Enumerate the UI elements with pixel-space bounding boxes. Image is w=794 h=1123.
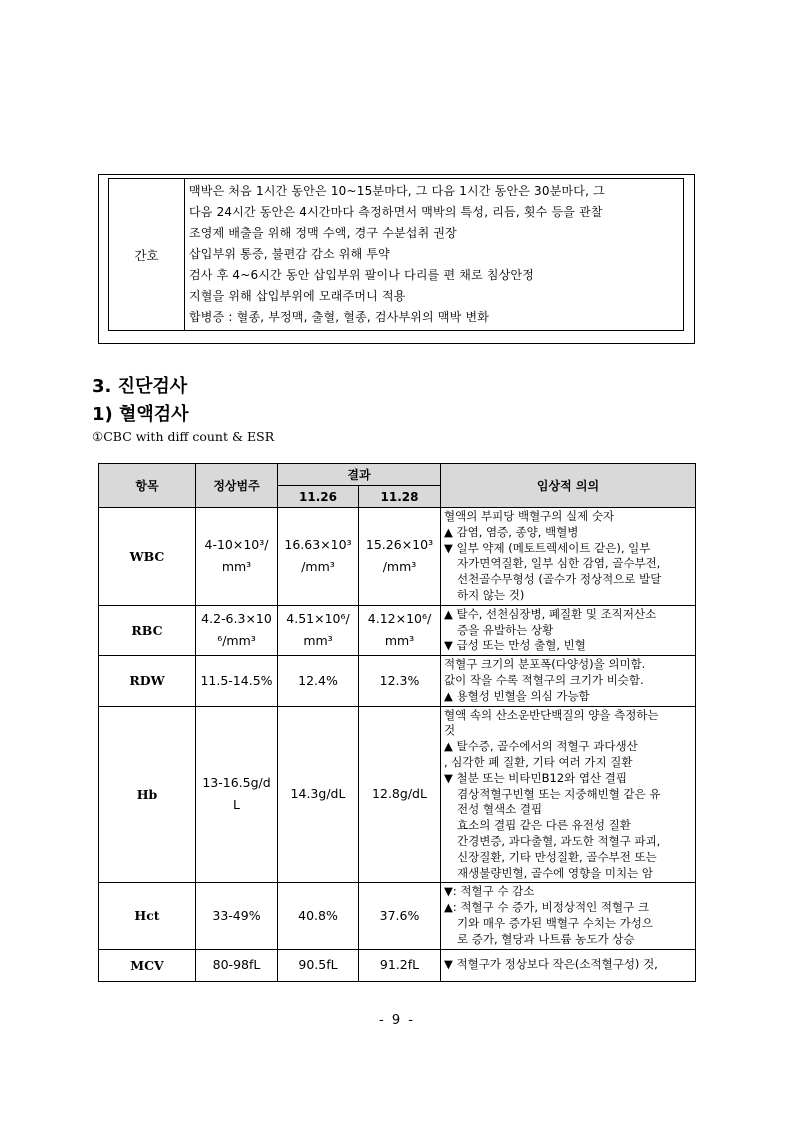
significance-line: ▲ 감염, 염증, 종양, 백혈병 — [444, 524, 579, 539]
header-significance: 임상적 의의 — [441, 464, 696, 508]
cell-significance — [441, 656, 696, 706]
cell-line: mm³ — [384, 633, 415, 649]
significance-line: ▲ 탈수, 선천심장병, 폐질환 및 조직저산소 — [444, 606, 657, 621]
cell-result-1 — [278, 706, 359, 883]
significance-line: ▼ 급성 또는 만성 출혈, 빈혈 — [444, 638, 586, 653]
cell-line: 4.51×10⁶/ — [286, 611, 350, 627]
cell-significance — [441, 883, 696, 949]
significance-line: 것 — [444, 723, 456, 738]
cell-item: WBC — [99, 508, 196, 606]
cell-line: 4.2-6.3×10 — [201, 611, 272, 627]
cell-line: 15.26×10³ — [365, 537, 434, 553]
cell-line: 13-16.5g/d — [202, 775, 271, 791]
cell-item: RDW — [99, 656, 196, 706]
cell-significance — [441, 605, 696, 655]
cell-normal-range — [196, 949, 278, 981]
cell-item: Hb — [99, 706, 196, 883]
cell-result-1 — [278, 508, 359, 606]
sub-item-title: ①CBC with diff count & ESR — [92, 429, 275, 444]
significance-line: 혈액의 부피당 백혈구의 실제 숫자 — [444, 509, 615, 523]
cell-result-2 — [359, 883, 441, 949]
significance-line: 전성 혈색소 결핍 — [457, 802, 543, 817]
cell-result-2 — [359, 706, 441, 883]
section-title: 3. 진단검사 — [92, 376, 188, 397]
cell-result-2 — [359, 949, 441, 981]
page-number: - 9 - — [379, 1013, 415, 1028]
significance-line: ▲: 적혈구 수 증가, 비정상적인 적혈구 크 — [444, 900, 649, 915]
cell-line: 16.63×10³ — [284, 537, 352, 553]
cell-line: 11.5-14.5% — [200, 672, 273, 688]
cell-item: MCV — [99, 949, 196, 981]
cell-result-1 — [278, 656, 359, 706]
significance-line: 겸상적혈구빈혈 또는 지중해빈혈 같은 유 — [457, 786, 661, 801]
subsection-title: 1) 혈액검사 — [92, 404, 189, 425]
nursing-line: 삽입부위 통증, 불편감 감소 위해 투약 — [189, 247, 390, 261]
significance-line: , 심각한 폐 질환, 기타 여러 가지 질환 — [444, 754, 633, 769]
significance-line: 신장질환, 기타 만성질환, 골수부전 또는 — [457, 849, 657, 864]
significance-line: 간경변증, 과다출혈, 과도한 적혈구 파괴, — [457, 833, 661, 848]
cell-normal-range — [196, 706, 278, 883]
header-result: 결과 — [278, 464, 441, 486]
significance-line: 로 증가, 혈당과 나트륨 농도가 상승 — [457, 931, 635, 946]
significance-line: 재생불량빈혈, 골수에 영향을 미치는 암 — [457, 865, 654, 880]
nursing-line: 합병증 : 혈종, 부정맥, 출혈, 혈종, 검사부위의 맥박 변화 — [189, 310, 490, 324]
cbc-table-body — [99, 508, 696, 982]
cell-result-2 — [359, 605, 441, 655]
table-row — [99, 656, 696, 706]
cell-line: 4-10×10³/ — [204, 537, 269, 553]
nursing-content — [185, 179, 684, 331]
cell-line: ⁶/mm³ — [217, 633, 256, 649]
significance-line: ▼ 철분 또는 비타민B12와 엽산 결핍 — [444, 770, 627, 785]
nursing-table — [108, 178, 684, 331]
cell-normal-range — [196, 508, 278, 606]
cell-line: 80-98fL — [212, 957, 261, 973]
cell-line: 91.2fL — [379, 957, 420, 973]
cell-significance — [441, 508, 696, 606]
nursing-line: 다음 24시간 동안은 4시간마다 측정하면서 맥박의 특성, 리듬, 횟수 등을 관찰 — [189, 205, 603, 219]
significance-line: ▼ 일부 약제 (메토트렉세이트 같은), 일부 — [444, 540, 651, 555]
cell-line: mm³ — [303, 633, 333, 649]
cell-item: Hct — [99, 883, 196, 949]
cbc-table — [98, 463, 696, 982]
cell-line: 4.12×10⁶/ — [367, 611, 432, 627]
cell-item: RBC — [99, 605, 196, 655]
significance-line: 혈액 속의 산소운반단백질의 양을 측정하는 — [444, 707, 659, 722]
cell-normal-range — [196, 656, 278, 706]
header-normal-range: 정상범주 — [196, 464, 278, 508]
nursing-line: 지혈을 위해 삽입부위에 모래주머니 적용 — [189, 289, 406, 303]
cell-line: 12.8g/dL — [372, 786, 427, 802]
table-row — [99, 706, 696, 883]
nursing-line: 검사 후 4~6시간 동안 삽입부위 팔이나 다리를 편 채로 침상안정 — [189, 268, 535, 282]
table-row — [99, 883, 696, 949]
nursing-label: 간호 — [109, 179, 185, 331]
significance-line: 증을 유발하는 상황 — [457, 622, 554, 637]
significance-line: ▼: 적혈구 수 감소 — [444, 884, 535, 899]
significance-line: 기와 매우 증가된 백혈구 수치는 가성으 — [457, 915, 654, 930]
table-row — [99, 605, 696, 655]
cell-line: mm³ — [221, 559, 252, 575]
cell-line: 40.8% — [298, 907, 338, 923]
cell-line: 12.3% — [379, 672, 420, 688]
table-row — [99, 508, 696, 606]
cell-line: /mm³ — [382, 559, 417, 575]
header-date-2: 11.28 — [359, 486, 441, 508]
cell-significance — [441, 949, 696, 981]
table-row — [99, 949, 696, 981]
cell-line: L — [233, 797, 240, 813]
cell-result-2 — [359, 508, 441, 606]
cell-result-1 — [278, 949, 359, 981]
header-item: 항목 — [99, 464, 196, 508]
cell-normal-range — [196, 605, 278, 655]
significance-line: ▼ 적혈구가 정상보다 작은(소적혈구성) 것, — [444, 957, 658, 972]
cell-normal-range — [196, 883, 278, 949]
nursing-line: 맥박은 처음 1시간 동안은 10~15분마다, 그 다음 1시간 동안은 30분마다, 그 — [189, 184, 605, 198]
significance-line: 적혈구 크기의 분포폭(다양성)을 의미함. — [444, 657, 646, 672]
nursing-line: 조영제 배출을 위해 정맥 수액, 경구 수분섭취 권장 — [189, 226, 457, 240]
significance-line: 자가면역질환, 일부 심한 감염, 골수부전, — [457, 556, 661, 571]
cell-result-1 — [278, 605, 359, 655]
cell-line: /mm³ — [301, 559, 335, 575]
significance-line: ▲ 용혈성 빈혈을 의심 가능함 — [444, 688, 590, 703]
cell-line: 37.6% — [379, 907, 420, 923]
significance-line: 하지 않는 것) — [457, 587, 525, 602]
significance-line: 효소의 결핍 같은 다른 유전성 질환 — [457, 818, 631, 833]
cell-result-2 — [359, 656, 441, 706]
header-date-1: 11.26 — [278, 486, 359, 508]
significance-line: 선천골수무형성 (골수가 정상적으로 발달 — [457, 572, 662, 587]
cell-result-1 — [278, 883, 359, 949]
cell-line: 12.4% — [298, 672, 338, 688]
cell-significance — [441, 706, 696, 883]
cell-line: 90.5fL — [298, 957, 338, 973]
cell-line: 33-49% — [212, 907, 261, 923]
significance-line: 값이 작을 수록 적혈구의 크기가 비슷함. — [444, 672, 644, 687]
significance-line: ▲ 탈수증, 골수에서의 적혈구 과다생산 — [444, 739, 638, 754]
cell-line: 14.3g/dL — [290, 786, 346, 802]
